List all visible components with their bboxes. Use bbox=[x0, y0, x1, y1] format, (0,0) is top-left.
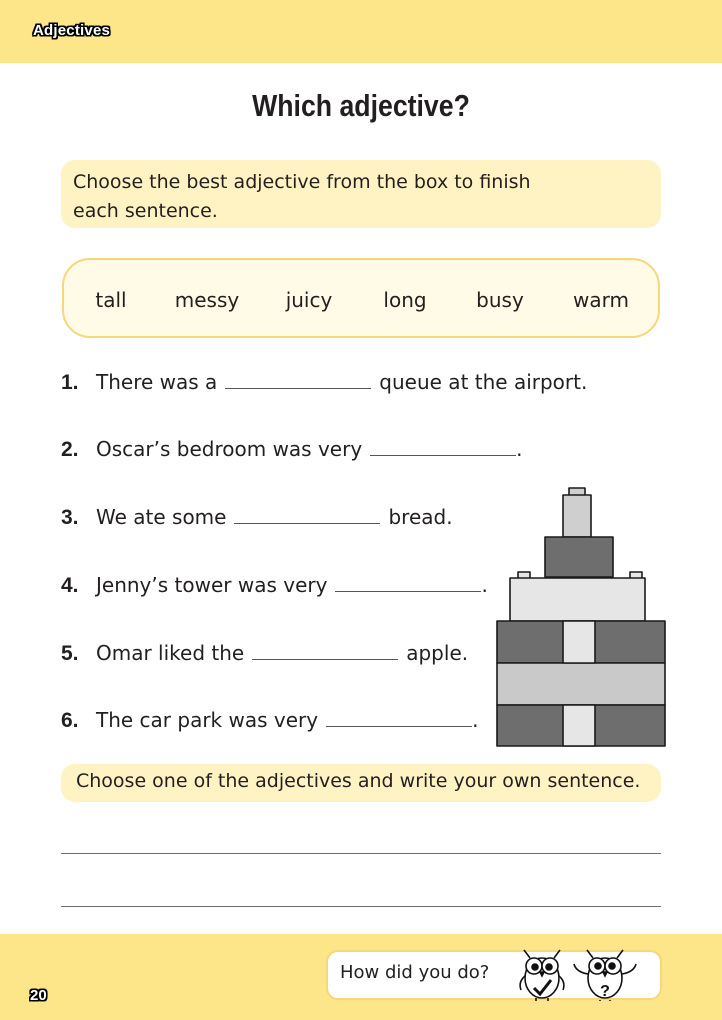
answer-blank[interactable] bbox=[225, 372, 371, 389]
extension-text: Choose one of the adjectives and write your own sentence. bbox=[76, 770, 641, 792]
word-box bbox=[62, 258, 660, 338]
question-text-before: Jenny’s tower was very bbox=[96, 573, 328, 597]
page-number: 20 bbox=[30, 987, 47, 1004]
question-number: 2. bbox=[61, 438, 79, 461]
word-option: messy bbox=[174, 288, 240, 312]
word-option: long bbox=[383, 288, 427, 312]
answer-blank[interactable] bbox=[252, 643, 398, 660]
question-text-before: Oscar’s bedroom was very bbox=[96, 437, 363, 461]
owl-question-icon[interactable] bbox=[572, 942, 638, 1002]
question-number: 4. bbox=[61, 574, 79, 597]
answer-blank[interactable] bbox=[234, 507, 380, 524]
question-text-after: bread. bbox=[388, 505, 453, 529]
question-text-before: The car park was very bbox=[96, 708, 319, 732]
question-text-after: apple. bbox=[406, 641, 469, 665]
question-number: 6. bbox=[61, 709, 79, 732]
instruction-panel bbox=[61, 160, 661, 228]
question-number: 3. bbox=[61, 506, 79, 529]
writing-line[interactable] bbox=[61, 906, 661, 907]
question-number: 5. bbox=[61, 642, 79, 665]
question-item bbox=[61, 573, 488, 598]
svg-text:?: ? bbox=[600, 983, 610, 1000]
question-text-after: queue at the airport. bbox=[379, 370, 588, 394]
block-tower-illustration bbox=[490, 484, 672, 750]
question-item bbox=[61, 505, 453, 530]
owl-tick-icon[interactable] bbox=[514, 942, 570, 1002]
question-text-after: . bbox=[481, 573, 488, 597]
word-option: busy bbox=[476, 288, 524, 312]
word-option: tall bbox=[95, 288, 127, 312]
question-text-before: There was a bbox=[96, 370, 218, 394]
word-option: warm bbox=[573, 288, 629, 312]
answer-blank[interactable] bbox=[326, 710, 472, 727]
answer-blank[interactable] bbox=[335, 575, 481, 592]
word-option: juicy bbox=[285, 288, 333, 312]
question-text-after: . bbox=[472, 708, 479, 732]
question-text-before: We ate some bbox=[96, 505, 227, 529]
question-text-after: . bbox=[516, 437, 523, 461]
instruction-text: Choose the best adjective from the box to finish each sentence. bbox=[73, 171, 531, 222]
question-item bbox=[61, 641, 468, 666]
question-text-before: Omar liked the bbox=[96, 641, 245, 665]
section-tag: Adjectives bbox=[33, 22, 111, 39]
answer-blank[interactable] bbox=[370, 439, 516, 456]
question-item bbox=[61, 437, 523, 462]
question-item bbox=[61, 370, 587, 395]
self-review-label: How did you do? bbox=[340, 962, 490, 983]
writing-line[interactable] bbox=[61, 853, 661, 854]
page-title: Which adjective? bbox=[252, 88, 470, 123]
question-item bbox=[61, 708, 478, 733]
question-number: 1. bbox=[61, 371, 79, 394]
